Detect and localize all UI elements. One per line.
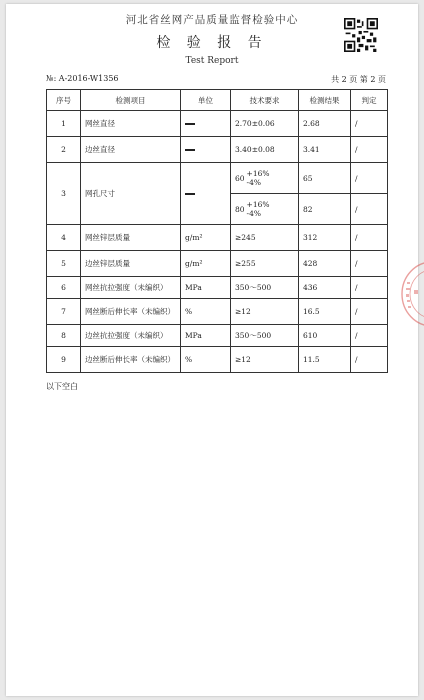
thick-dash-unit-icon bbox=[185, 193, 195, 195]
report-title-en: Test Report bbox=[185, 56, 239, 66]
row-no: 1 bbox=[47, 111, 81, 137]
tolerance-plus: +16% bbox=[246, 200, 270, 209]
header-no: 序号 bbox=[47, 90, 81, 111]
header-result: 检测结果 bbox=[299, 90, 351, 111]
row-verdict: / bbox=[351, 251, 388, 277]
row-no: 8 bbox=[47, 325, 81, 347]
row-result: 82 bbox=[299, 194, 351, 225]
table-header-row bbox=[47, 90, 388, 111]
table-row bbox=[47, 347, 388, 373]
table-row bbox=[47, 225, 388, 251]
row-item: 边丝抗拉强度（未编织） bbox=[81, 325, 181, 347]
row-item: 网孔尺寸 bbox=[81, 163, 181, 225]
row-item: 边丝直径 bbox=[81, 137, 181, 163]
row-unit: MPa bbox=[181, 325, 231, 347]
thick-dash-unit-icon bbox=[185, 123, 195, 125]
table-row bbox=[47, 325, 388, 347]
red-seal-stamp-icon bbox=[398, 256, 424, 332]
row-unit: MPa bbox=[181, 277, 231, 299]
qr-code-icon bbox=[344, 18, 378, 52]
row-item: 网丝锌层质量 bbox=[81, 225, 181, 251]
row-no: 9 bbox=[47, 347, 81, 373]
row-no: 5 bbox=[47, 251, 81, 277]
table-row bbox=[47, 163, 388, 194]
row-item: 网丝直径 bbox=[81, 111, 181, 137]
row-result: 16.5 bbox=[299, 299, 351, 325]
row-result: 312 bbox=[299, 225, 351, 251]
table-row bbox=[47, 251, 388, 277]
row-requirement: ≥255 bbox=[231, 251, 299, 277]
row-verdict: / bbox=[351, 163, 388, 194]
tolerance-base: 60 bbox=[235, 173, 245, 183]
row-unit: g/m² bbox=[181, 225, 231, 251]
row-result: 2.68 bbox=[299, 111, 351, 137]
tolerance-plus: +16% bbox=[246, 169, 270, 178]
row-requirement: 350～500 bbox=[231, 325, 299, 347]
table-row bbox=[47, 111, 388, 137]
row-no: 3 bbox=[47, 163, 81, 225]
row-verdict: / bbox=[351, 299, 388, 325]
row-no: 4 bbox=[47, 225, 81, 251]
tolerance-minus: -4% bbox=[246, 209, 261, 218]
row-requirement: ≥245 bbox=[231, 225, 299, 251]
table-row bbox=[47, 277, 388, 299]
row-verdict: / bbox=[351, 111, 388, 137]
blank-below-note: 以下空白 bbox=[46, 382, 78, 391]
page-indicator: 共 2 页 第 2 页 bbox=[331, 75, 386, 84]
header-unit: 单位 bbox=[181, 90, 231, 111]
row-requirement bbox=[231, 194, 299, 225]
thick-dash-unit-icon bbox=[185, 149, 195, 151]
row-result: 610 bbox=[299, 325, 351, 347]
test-results-table bbox=[46, 89, 388, 373]
row-item: 边丝断后伸长率（未编织） bbox=[81, 347, 181, 373]
row-item: 网丝抗拉强度（未编织） bbox=[81, 277, 181, 299]
report-title-cn: 检 验 报 告 bbox=[156, 35, 268, 51]
row-verdict: / bbox=[351, 347, 388, 373]
row-requirement bbox=[231, 163, 299, 194]
report-header bbox=[6, 4, 418, 74]
row-result: 65 bbox=[299, 163, 351, 194]
row-no: 7 bbox=[47, 299, 81, 325]
tolerance-minus: -4% bbox=[246, 178, 261, 187]
row-verdict: / bbox=[351, 137, 388, 163]
row-result: 3.41 bbox=[299, 137, 351, 163]
row-no: 6 bbox=[47, 277, 81, 299]
tolerance-base: 80 bbox=[235, 204, 245, 214]
header-item: 检测项目 bbox=[81, 90, 181, 111]
row-item: 边丝锌层质量 bbox=[81, 251, 181, 277]
row-verdict: / bbox=[351, 225, 388, 251]
row-result: 11.5 bbox=[299, 347, 351, 373]
table-row bbox=[47, 299, 388, 325]
header-verdict: 判定 bbox=[351, 90, 388, 111]
institute-name: 河北省丝网产品质量监督检验中心 bbox=[125, 14, 299, 26]
row-unit: % bbox=[181, 347, 231, 373]
row-result: 436 bbox=[299, 277, 351, 299]
row-requirement: 2.70±0.06 bbox=[231, 111, 299, 137]
row-requirement: ≥12 bbox=[231, 299, 299, 325]
row-verdict: / bbox=[351, 194, 388, 225]
row-result: 428 bbox=[299, 251, 351, 277]
row-unit: g/m² bbox=[181, 251, 231, 277]
table-row bbox=[47, 137, 388, 163]
row-unit: % bbox=[181, 299, 231, 325]
row-no: 2 bbox=[47, 137, 81, 163]
report-number: №: A-2016-W1356 bbox=[46, 74, 119, 83]
row-requirement: ≥12 bbox=[231, 347, 299, 373]
row-verdict: / bbox=[351, 325, 388, 347]
row-requirement: 350～500 bbox=[231, 277, 299, 299]
row-item: 网丝断后伸长率（未编织） bbox=[81, 299, 181, 325]
header-requirement: 技术要求 bbox=[231, 90, 299, 111]
row-requirement: 3.40±0.08 bbox=[231, 137, 299, 163]
row-verdict: / bbox=[351, 277, 388, 299]
report-meta bbox=[46, 74, 386, 86]
report-page bbox=[6, 4, 418, 696]
